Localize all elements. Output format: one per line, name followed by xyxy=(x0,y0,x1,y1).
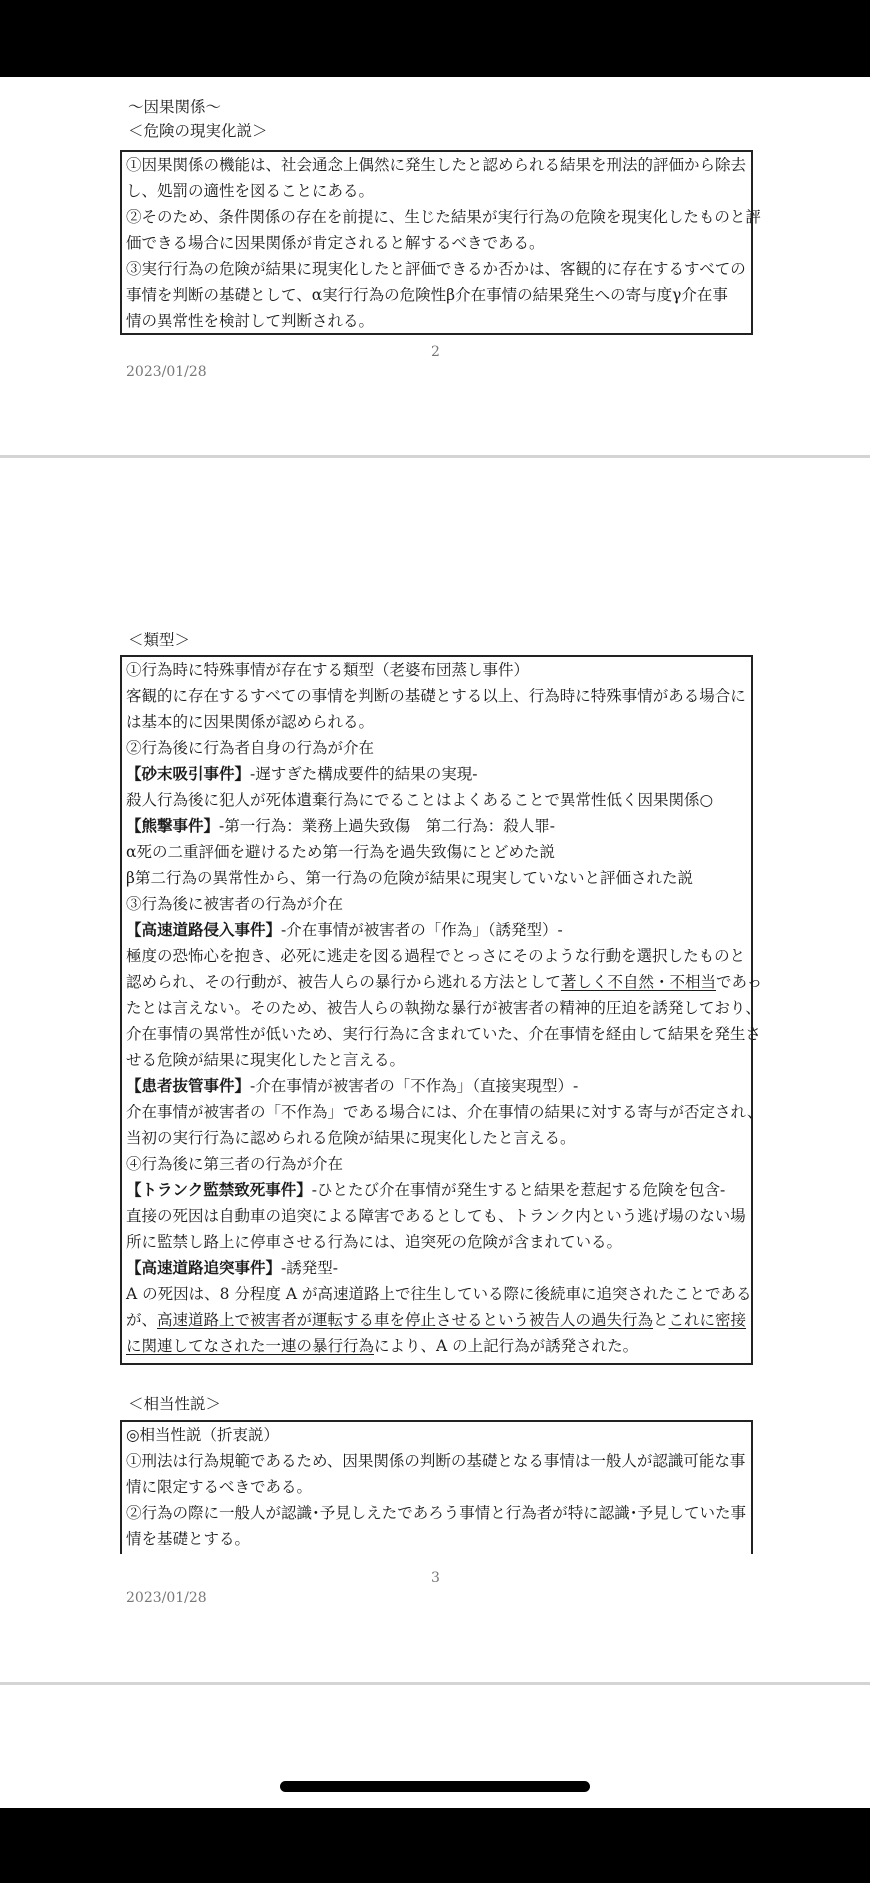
page-date-2: 2023/01/28 xyxy=(126,364,207,380)
types-box xyxy=(120,655,763,1365)
underlined-text: 著しく不自然・不相当 xyxy=(560,973,716,991)
type-line xyxy=(122,969,763,995)
type-line: ②行為後に行為者自身の行為が介在 xyxy=(126,739,375,757)
page-divider xyxy=(0,455,870,458)
bottom-black-bar xyxy=(0,1808,870,1883)
type-line: は基本的に因果関係が認められる。 xyxy=(126,713,375,731)
theory-line: 情の異常性を検討して判断される。 xyxy=(126,312,375,330)
case-line xyxy=(122,761,751,787)
adequacy-line: ①刑法は行為規範であるため、因果関係の判断の基礎となる事情は一般人が認識可能な事 xyxy=(126,1452,746,1470)
underlined-text: これに密接 xyxy=(668,1311,747,1329)
type-line: A の死因は、8 分程度 A が高速道路上で往生している際に後続車に追突されたことである xyxy=(126,1285,752,1303)
page-number-3: 3 xyxy=(431,1570,440,1586)
type-line: β第二行為の異常性から、第一行為の危険が結果に現実していないと評価された説 xyxy=(126,869,693,887)
underlined-text: 高速道路上で被害者が運転する車を停止させるという被告人の過失行為 xyxy=(157,1311,654,1329)
type-line: 介在事情の異常性が低いため、実行行為に含まれていた、介在事情を経由して結果を発生さ xyxy=(126,1025,761,1043)
type-line: 所に監禁し路上に停車させる行為には、追突死の危険が含まれている。 xyxy=(126,1233,623,1251)
theory-line: 価できる場合に因果関係が肯定されると解するべきである。 xyxy=(126,234,545,252)
type-line: 直接の死因は自動車の追突による障害であるとしても、トランク内という逃げ場のない場 xyxy=(126,1207,746,1225)
case-title: 【患者抜管事件】 xyxy=(126,1076,251,1095)
heading-adequacy-theory: ＜相当性説＞ xyxy=(128,1395,222,1413)
type-line xyxy=(122,1307,751,1333)
type-line: せる危険が結果に現実化したと言える。 xyxy=(126,1051,406,1069)
text-span: により、A の上記行為が誘発された。 xyxy=(374,1337,639,1355)
text-span: であっ xyxy=(715,973,763,991)
top-black-bar xyxy=(0,0,870,77)
text-span: 認められ、その行動が、被告人らの暴行から逃れる方法として xyxy=(126,973,561,991)
theory-line: ②そのため、条件関係の存在を前提に、生じた結果が実行行為の危険を現実化したものと評 xyxy=(126,208,761,226)
home-indicator[interactable] xyxy=(280,1781,590,1792)
case-note: -介在事情が被害者の「不作為」（直接実現型）- xyxy=(250,1077,579,1095)
type-line: 当初の実行行為に認められる危険が結果に現実化したと言える。 xyxy=(126,1129,576,1147)
text-span: と xyxy=(653,1311,669,1329)
theory-line: し、処罰の適性を図ることにある。 xyxy=(126,182,375,200)
underlined-text: に関連してなされた一連の暴行行為 xyxy=(126,1337,375,1355)
type-line: 殺人行為後に犯人が死体遺棄行為にでることはよくあることで異常性低く因果関係○ xyxy=(126,791,714,809)
heading-causality: 〜因果関係〜 xyxy=(128,98,222,116)
type-line: ①行為時に特殊事情が存在する類型（老婆布団蒸し事件） xyxy=(126,661,530,679)
case-line xyxy=(122,1255,751,1281)
heading-realization-theory: ＜危険の現実化説＞ xyxy=(128,122,268,140)
case-line xyxy=(122,1177,751,1203)
case-title: 【トランク監禁致死事件】 xyxy=(126,1180,312,1199)
case-note: -介在事情が被害者の「作為」（誘発型）- xyxy=(281,921,563,939)
adequacy-box xyxy=(120,1420,753,1554)
case-line xyxy=(122,1073,751,1099)
page-number-2: 2 xyxy=(431,344,440,360)
adequacy-line: 情に限定するべきである。 xyxy=(126,1478,313,1496)
case-line xyxy=(122,917,751,943)
theory-line: ③実行行為の危険が結果に現実化したと評価できるか否かは、客観的に存在するすべての xyxy=(126,260,746,278)
type-line: ③行為後に被害者の行為が介在 xyxy=(126,895,344,913)
case-title: 【高速道路追突事件】 xyxy=(126,1258,282,1277)
heading-types: ＜類型＞ xyxy=(128,631,191,649)
case-title: 【熊撃事件】 xyxy=(126,816,220,835)
theory-box xyxy=(120,150,761,335)
type-line: α死の二重評価を避けるため第一行為を過失致傷にとどめた説 xyxy=(126,843,555,861)
type-line xyxy=(122,1333,751,1359)
page-date-3: 2023/01/28 xyxy=(126,1590,207,1606)
type-line: 介在事情が被害者の「不作為」である場合には、介在事情の結果に対する寄与が否定され、 xyxy=(126,1103,763,1121)
case-title: 【高速道路侵入事件】 xyxy=(126,920,282,939)
type-line: ④行為後に第三者の行為が介在 xyxy=(126,1155,344,1173)
case-note: -誘発型- xyxy=(281,1259,338,1277)
adequacy-line: ◎相当性説（折衷説） xyxy=(126,1426,280,1444)
case-note: -遅すぎた構成要件的結果の実現- xyxy=(250,765,478,783)
theory-line: 事情を判断の基礎として、α実行行為の危険性β介在事情の結果発生への寄与度γ介在事 xyxy=(126,286,728,304)
type-line: たとは言えない。そのため、被告人らの執拗な暴行が被害者の精神的圧迫を誘発しており、 xyxy=(126,999,761,1017)
text-span: が、 xyxy=(126,1311,158,1329)
adequacy-line: 情を基礎とする。 xyxy=(126,1530,251,1548)
type-line: 客観的に存在するすべての事情を判断の基礎とする以上、行為時に特殊事情がある場合に xyxy=(126,687,746,705)
case-line xyxy=(122,813,751,839)
case-note: -第一行為：業務上過失致傷 第二行為：殺人罪- xyxy=(219,817,555,835)
adequacy-line: ②行為の際に一般人が認識･予見しえたであろう事情と行為者が特に認識･予見していた事 xyxy=(126,1504,747,1522)
case-note: -ひとたび介在事情が発生すると結果を惹起する危険を包含- xyxy=(311,1181,726,1199)
case-title: 【砂末吸引事件】 xyxy=(126,764,251,783)
page-divider xyxy=(0,1682,870,1685)
type-line: 極度の恐怖心を抱き、必死に逃走を図る過程でとっさにそのような行動を選択したものと xyxy=(126,947,746,965)
theory-line: ①因果関係の機能は、社会通念上偶然に発生したと認められる結果を刑法的評価から除去 xyxy=(126,156,747,174)
